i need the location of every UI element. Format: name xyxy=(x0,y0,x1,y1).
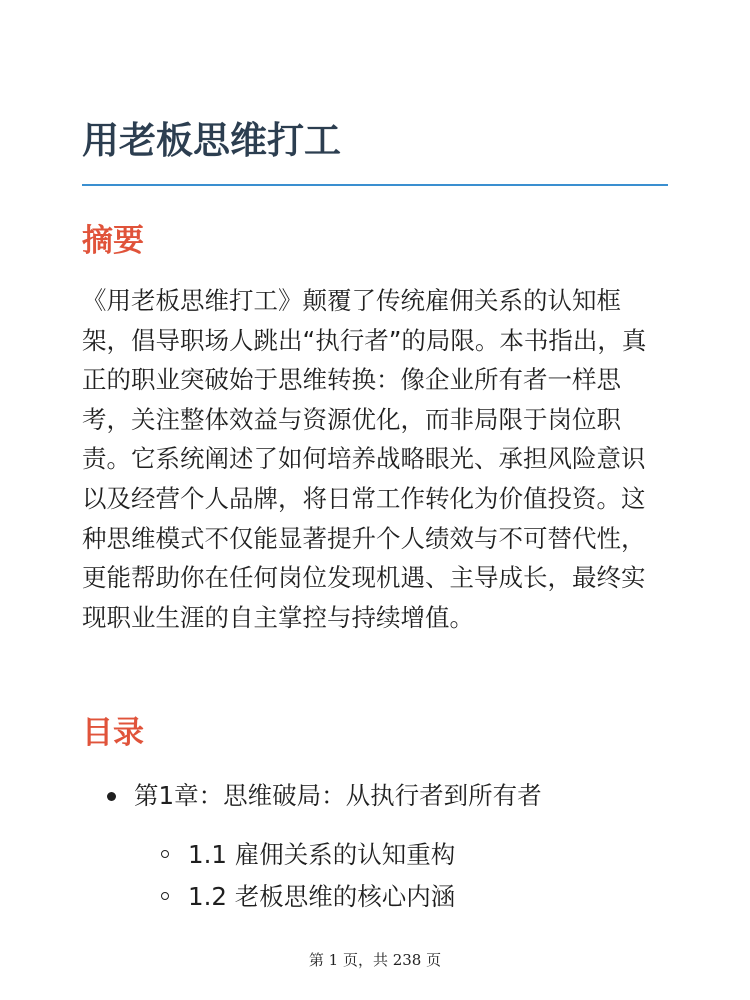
title-divider xyxy=(82,184,668,186)
document-title: 用老板思维打工 xyxy=(82,119,341,162)
toc-section-item[interactable] xyxy=(188,880,455,914)
toc-section-item[interactable] xyxy=(188,838,455,872)
page-number-footer: 第 1 页，共 238 页 xyxy=(308,951,442,969)
document-page xyxy=(82,0,668,1000)
toc-heading: 目录 xyxy=(82,715,144,751)
toc-section-label: 1.2 老板思维的核心内涵 xyxy=(188,882,456,911)
abstract-paragraph: 《用老板思维打工》颠覆了传统雇佣关系的认知框架，倡导职场人跳出“执行者”的局限。本书指出，真正的职业突破始于思维转换：像企业所有者一样思考，关注整体效益与资源优化，而非局限于岗位职责。它系统阐述了如何培养战略眼光、承担风险意识以及经营个人品牌，将日常工作转化为价值投资。这种思维模式不仅能显著提升个人绩效与不可替代性，更能帮助你在任何岗位发现机遇、主导成长，最终实现职业生涯的自主掌控与持续增值。 xyxy=(82,286,647,632)
bullet-circle-icon xyxy=(161,892,169,900)
bullet-circle-icon xyxy=(161,850,169,858)
bullet-dot-icon xyxy=(107,792,116,801)
toc-chapter-item[interactable] xyxy=(134,779,542,813)
toc-section-label: 1.1 雇佣关系的认知重构 xyxy=(188,840,456,869)
abstract-heading: 摘要 xyxy=(82,223,144,259)
toc-chapter-label: 第1章：思维破局：从执行者到所有者 xyxy=(134,781,542,810)
